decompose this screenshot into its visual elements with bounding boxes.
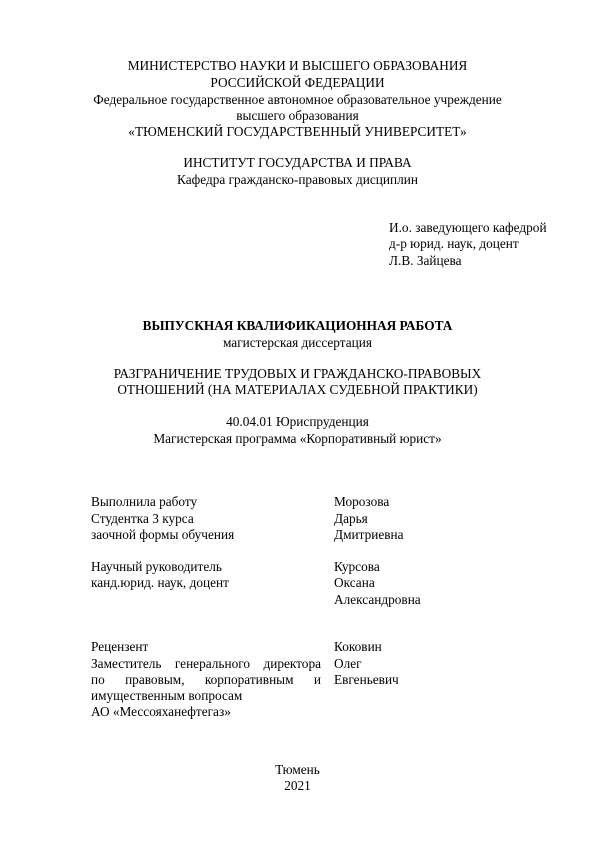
approval-position: И.о. заведующего кафедрой xyxy=(389,220,547,235)
supervisor-surname: Курсова xyxy=(334,559,380,574)
reviewer-position-word: директора xyxy=(263,656,321,671)
year: 2021 xyxy=(284,778,311,793)
institution-line-2: высшего образования xyxy=(236,108,359,123)
reviewer-name: Олег xyxy=(334,656,362,671)
reviewer-position-line-3: имущественным вопросам xyxy=(91,688,243,703)
university-name: «ТЮМЕНСКИЙ ГОСУДАРСТВЕННЫЙ УНИВЕРСИТЕТ» xyxy=(128,124,467,139)
reviewer-position-line-2 xyxy=(91,672,321,688)
author-study-form: заочной формы обучения xyxy=(91,527,235,542)
reviewer-patronymic: Евгеньевич xyxy=(334,672,399,687)
author-role: Выполнила работу xyxy=(91,494,198,509)
supervisor-name: Оксана xyxy=(334,575,375,590)
reviewer-surname: Коковин xyxy=(334,639,382,654)
thesis-title-line-2: ОТНОШЕНИЙ (НА МАТЕРИАЛАХ СУДЕБНОЙ ПРАКТИКИ) xyxy=(117,382,478,397)
reviewer-position-word: корпоративным xyxy=(204,672,294,687)
work-subtype: магистерская диссертация xyxy=(222,335,372,350)
reviewer-position-word: правовым, xyxy=(125,672,185,687)
supervisor-degree: канд.юрид. наук, доцент xyxy=(91,575,229,590)
reviewer-position-word: и xyxy=(313,672,321,687)
thesis-title-line-1: РАЗГРАНИЧЕНИЕ ТРУДОВЫХ И ГРАЖДАНСКО-ПРАВОВЫХ xyxy=(113,366,482,381)
reviewer-position-word: Заместитель xyxy=(91,656,162,671)
institution-line-1: Федеральное государственное автономное образовательное учреждение xyxy=(93,92,502,107)
supervisor-role: Научный руководитель xyxy=(91,559,222,574)
supervisor-patronymic: Александровна xyxy=(334,592,421,607)
approval-name: Л.В. Зайцева xyxy=(389,253,462,268)
reviewer-position-word: генерального xyxy=(174,656,250,671)
city: Тюмень xyxy=(275,762,320,777)
work-type: ВЫПУСКНАЯ КВАЛИФИКАЦИОННАЯ РАБОТА xyxy=(142,318,453,333)
reviewer-position-line-1 xyxy=(91,656,321,672)
reviewer-position-word: по xyxy=(91,672,105,687)
ministry-line-2: РОССИЙСКОЙ ФЕДЕРАЦИИ xyxy=(210,75,385,90)
author-surname: Морозова xyxy=(334,494,390,509)
ministry-line-1: МИНИСТЕРСТВО НАУКИ И ВЫСШЕГО ОБРАЗОВАНИЯ xyxy=(127,58,468,73)
department-name: Кафедра гражданско-правовых дисциплин xyxy=(177,172,418,187)
specialty-code: 40.04.01 Юриспруденция xyxy=(226,414,369,429)
author-course: Студентка 3 курса xyxy=(91,511,194,526)
approval-degree: д-р юрид. наук, доцент xyxy=(389,236,519,251)
institute-name: ИНСТИТУТ ГОСУДАРСТВА И ПРАВА xyxy=(183,155,412,170)
author-name: Дарья xyxy=(334,511,368,526)
author-patronymic: Дмитриевна xyxy=(334,527,404,542)
reviewer-organization: АО «Мессояханефтегаз» xyxy=(91,704,231,719)
master-program: Магистерская программа «Корпоративный юрист» xyxy=(153,431,442,446)
reviewer-role: Рецензент xyxy=(91,639,149,654)
